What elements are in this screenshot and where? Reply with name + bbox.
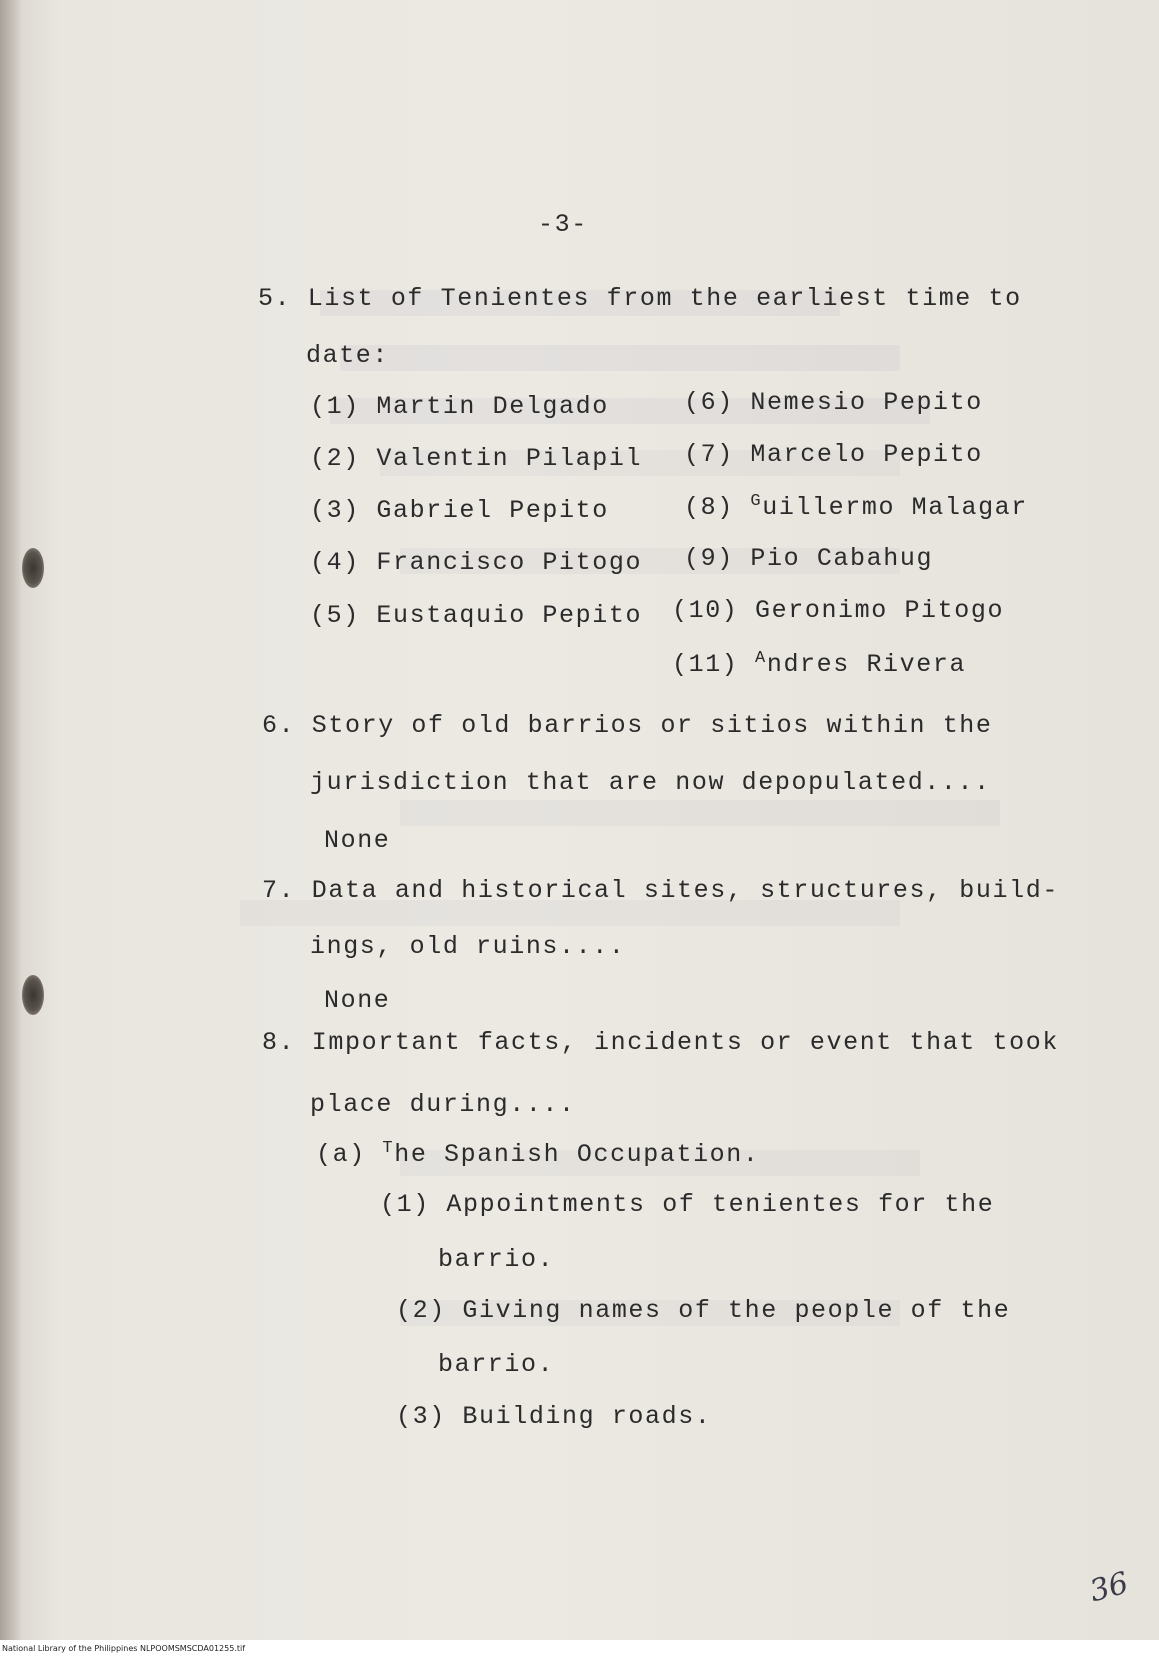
- teniente-name: uillermo Malagar: [762, 493, 1028, 522]
- teniente-right-11: [672, 649, 966, 679]
- page-number: -3-: [538, 210, 588, 239]
- item6-line1: 6. Story of old barrios or sitios within the: [262, 711, 993, 740]
- teniente-right-8: [684, 492, 1028, 522]
- teniente-num: (10): [672, 596, 739, 625]
- punch-hole-lower: [22, 975, 44, 1015]
- item7-answer: None: [324, 986, 391, 1015]
- sub-a-text: he Spanish Occupation.: [394, 1140, 760, 1169]
- item6-answer: None: [324, 826, 391, 855]
- item8-point2-line1: (2) Giving names of the people of the: [396, 1296, 1011, 1325]
- item8-line2: place during....: [310, 1090, 576, 1119]
- item8-point1-line2: barrio.: [438, 1245, 555, 1274]
- raised-initial: G: [750, 492, 763, 511]
- sub-a-prefix: (a): [316, 1140, 366, 1169]
- item6-line2: jurisdiction that are now depopulated....: [310, 768, 991, 797]
- teniente-name: Geronimo Pitogo: [755, 596, 1005, 625]
- teniente-left-2: (2) Valentin Pilapil: [310, 444, 643, 473]
- teniente-num: (6): [684, 388, 734, 417]
- teniente-name: Marcelo Pepito: [750, 440, 983, 469]
- teniente-num: (9): [684, 544, 734, 573]
- item5-heading-line1: 5. List of Tenientes from the earliest time to: [258, 284, 1022, 313]
- teniente-name: Nemesio Pepito: [750, 388, 983, 417]
- teniente-right-10: [672, 596, 1004, 625]
- item7-line2: ings, old ruins....: [310, 932, 626, 961]
- item5-heading-line2: date:: [306, 341, 390, 370]
- item7-line1: 7. Data and historical sites, structures, build-: [262, 876, 1059, 905]
- raised-initial: A: [755, 649, 767, 668]
- teniente-left-1: (1) Martin Delgado: [310, 392, 609, 421]
- teniente-right-6: [684, 388, 983, 417]
- teniente-left-4: (4) Francisco Pitogo: [310, 548, 643, 577]
- item8-sub-a: [316, 1139, 760, 1169]
- teniente-left-3: (3) Gabriel Pepito: [310, 496, 609, 525]
- teniente-num: (11): [672, 650, 739, 679]
- teniente-name: Pio Cabahug: [750, 544, 934, 573]
- bleed-through-line: [340, 345, 900, 371]
- handwritten-page-number: 36: [1086, 1565, 1133, 1610]
- archive-footer: National Library of the Philippines NLPOOMSMSCDA01255.tif: [0, 1640, 1159, 1658]
- bleed-through-line: [400, 800, 1000, 826]
- raised-initial: T: [382, 1139, 395, 1158]
- teniente-name: ndres Rivera: [766, 650, 967, 679]
- punch-hole-upper: [22, 548, 44, 588]
- item8-line1: 8. Important facts, incidents or event that took: [262, 1028, 1059, 1057]
- teniente-right-9: [684, 544, 933, 573]
- item8-point3: (3) Building roads.: [396, 1402, 712, 1431]
- teniente-num: (7): [684, 440, 734, 469]
- teniente-num: (8): [684, 493, 734, 522]
- teniente-left-5: (5) Eustaquio Pepito: [310, 601, 643, 630]
- binding-spine: [0, 0, 22, 1640]
- item8-point2-line2: barrio.: [438, 1350, 555, 1379]
- item8-point1-line1: (1) Appointments of tenientes for the: [380, 1190, 995, 1219]
- teniente-right-7: [684, 440, 983, 469]
